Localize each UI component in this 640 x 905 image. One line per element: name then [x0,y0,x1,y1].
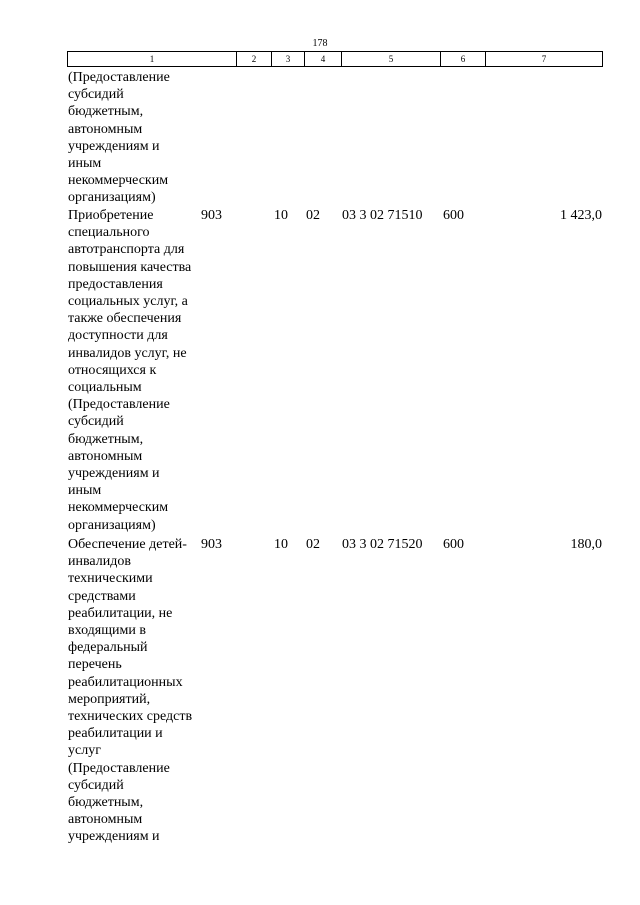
description-line: предоставления [68,276,163,292]
description-line: (Предоставление [68,760,170,776]
description-line: учреждениям и [68,466,160,482]
column-header-2: 2 [237,52,272,67]
description-line: социальным [68,380,142,396]
description-line: реабилитации, не [68,605,173,621]
continued-line: некоммерческим [68,173,169,189]
description-line: доступности для [68,328,168,344]
continued-line: (Предоставление [68,70,170,85]
description-line: мероприятий, [68,691,151,707]
amount-value: 180,0 [570,537,602,552]
description-line: (Предоставление [68,397,170,413]
column-header-row [68,52,603,67]
description-line: реабилитации и [68,726,163,742]
description-line: инвалидов [68,554,131,570]
description-line: также обеспечения [68,311,182,327]
description-line: субсидий [68,414,124,430]
row-description [68,536,203,846]
continued-line: автономным [68,121,143,137]
description-line: учреждениям и [68,829,160,845]
target-article-code: 03 3 02 71520 [342,537,423,552]
section-code: 10 [274,208,288,223]
description-line: федеральный [68,640,148,656]
column-header-5: 5 [342,52,441,67]
column-header-6: 6 [441,52,486,67]
description-line: перечень [68,657,122,673]
expense-type-code: 600 [443,537,464,552]
continued-line: бюджетным, [68,104,144,120]
description-line: средствами [68,588,136,604]
column-header-3: 3 [272,52,305,67]
continued-line: учреждениям и [68,138,160,154]
description-line: Обеспечение детей- [68,537,187,552]
subsection-code: 02 [306,208,320,223]
ministry-code: 903 [201,537,222,552]
description-line: бюджетным, [68,431,144,447]
description-line: специального [68,225,150,241]
amount-value: 1 423,0 [560,208,602,223]
description-line: иным [68,483,102,499]
description-line: инвалидов услуг, не [68,345,187,361]
description-line: некоммерческим [68,500,169,516]
description-line: автономным [68,812,143,828]
column-header-7: 7 [486,52,603,67]
description-line: техническими [68,571,153,587]
ministry-code: 903 [201,208,222,223]
expense-type-code: 600 [443,208,464,223]
column-header-table [67,51,603,67]
description-line: повышения качества [68,259,192,275]
target-article-code: 03 3 02 71510 [342,208,423,223]
description-line: технических средств [68,709,193,725]
column-header-4: 4 [305,52,342,67]
description-line: Приобретение [68,208,154,223]
page-number: 178 [312,38,328,49]
continued-line: организациям) [68,190,156,206]
description-line: автономным [68,448,143,464]
description-line: входящими в [68,623,146,639]
row-description [68,207,203,534]
subsection-code: 02 [306,537,320,552]
section-code: 10 [274,537,288,552]
continued-line: субсидий [68,87,124,103]
description-line: автотранспорта для [68,242,185,258]
description-line: услуг [68,743,101,759]
description-line: субсидий [68,777,124,793]
column-header-1: 1 [68,52,237,67]
continued-description [68,69,203,207]
description-line: реабилитационных [68,674,183,690]
description-line: бюджетным, [68,795,144,811]
description-line: относящихся к [68,362,157,378]
continued-line: иным [68,156,102,172]
description-line: социальных услуг, а [68,294,188,310]
description-line: организациям) [68,517,156,533]
